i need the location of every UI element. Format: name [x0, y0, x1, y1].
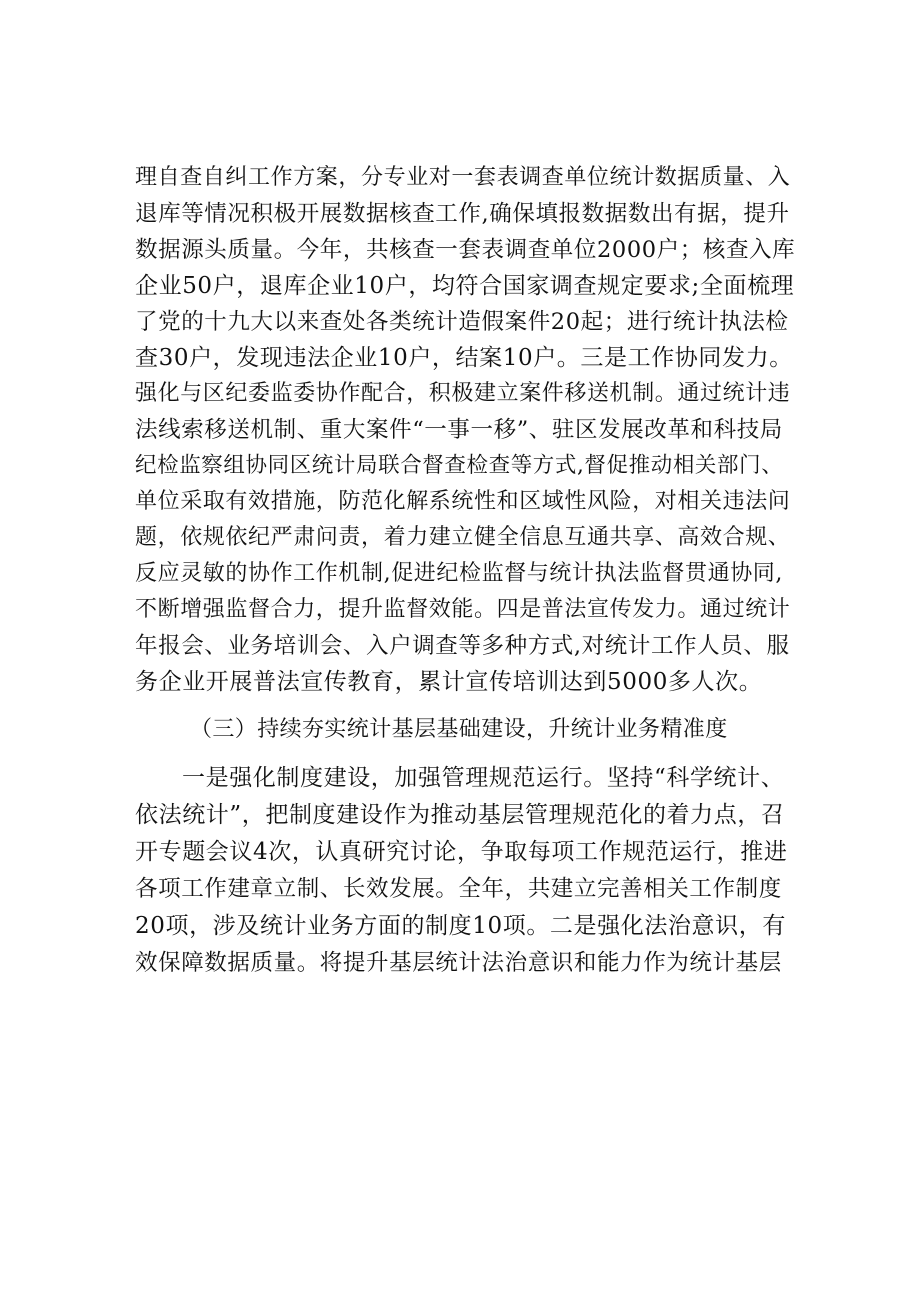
paragraph-line: 题，依规依纪严肃问责，着力建立健全信息互通共享、高效合规、 [135, 525, 791, 550]
paragraph-line: 效保障数据质量。将提升基层统计法治意识和能力作为统计基层 [135, 950, 782, 976]
paragraph-line: 反应灵敏的协作工作机制,促进纪检监督与统计执法监督贯通协同, [135, 561, 783, 586]
paragraph-line: 退库等情况积极开展数据核查工作,确保填报数据数出有据，提升 [135, 201, 790, 227]
paragraph-line: 理自查自纠工作方案，分专业对一套表调查单位统计数据质量、入 [135, 165, 791, 190]
paragraph-line: 依法统计”，把制度建设作为推动基层管理规范化的着力点，召 [135, 802, 785, 828]
paragraph-line: 年报会、业务培训会、入户调查等多种方式,对统计工作人员、服 [135, 633, 790, 659]
section-heading: （三）持续夯实统计基层基础建设，升统计业务精准度 [190, 717, 728, 742]
paragraph-line: 纪检监察组协同区统计局联合督查检查等方式,督促推动相关部门、 [135, 453, 784, 478]
paragraph-line: 各项工作建章立制、长效发展。全年，共建立完善相关工作制度 [135, 876, 782, 902]
paragraph-line: 一是强化制度建设，加强管理规范运行。坚持“科学统计、 [182, 765, 785, 791]
paragraph-line: 20项，涉及统计业务方面的制度10项。二是强化法治意识，有 [135, 913, 786, 939]
paragraph-line: 了党的十九大以来查处各类统计造假案件20起；进行统计执法检 [135, 309, 789, 335]
paragraph-line: 开专题会议4次，认真研究讨论，争取每项工作规范运行，推进 [135, 839, 788, 865]
paragraph-line: 务企业开展普法宣传教育，累计宣传培训达到5000多人次。 [135, 669, 763, 695]
paragraph-line: 企业50户，退库企业10户，均符合国家调查规定要求;全面梳理 [135, 273, 795, 299]
paragraph-line: 单位采取有效措施，防范化解系统性和区域性风险，对相关违法问 [135, 489, 791, 514]
paragraph-line: 不断增强监督合力，提升监督效能。四是普法宣传发力。通过统计 [135, 597, 791, 622]
paragraph-line: 数据源头质量。今年，共核查一套表调查单位2000户；核查入库 [135, 237, 796, 263]
paragraph-line: 法线索移送机制、重大案件“一事一移”、驻区发展改革和科技局 [135, 417, 783, 443]
paragraph-line: 强化与区纪委监委协作配合，积极建立案件移送机制。通过统计违 [135, 381, 791, 406]
paragraph-line: 查30户，发现违法企业10户，结案10户。三是工作协同发力。 [135, 345, 793, 371]
